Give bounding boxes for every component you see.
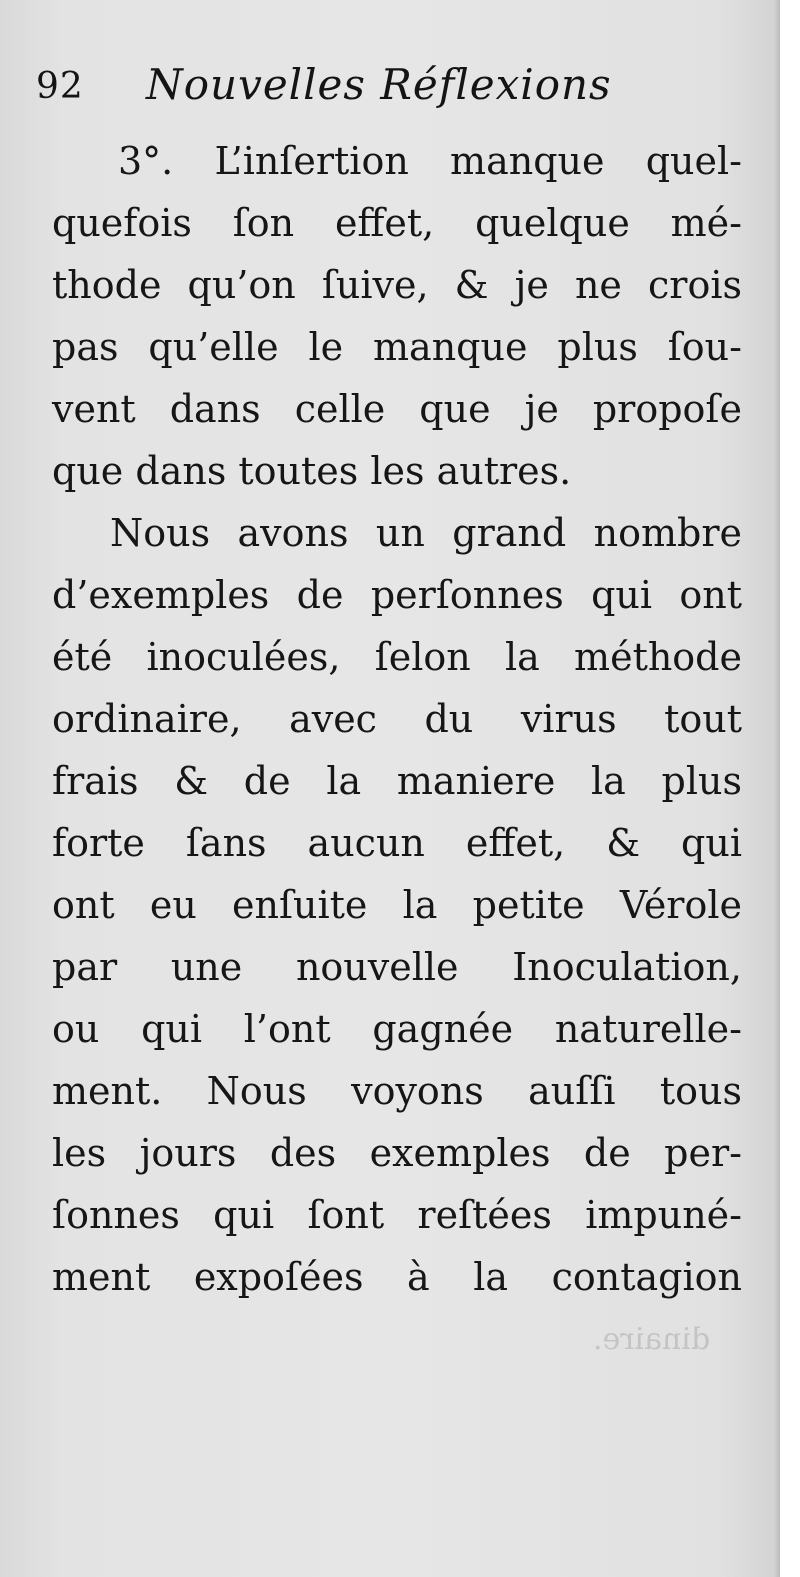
page-margin [780, 0, 800, 1577]
page-header [36, 60, 736, 120]
text-line: par une nouvelle Inoculation, [52, 945, 742, 989]
text-line: ment. Nous voyons auſſi tous [52, 1069, 742, 1113]
text-line: Nous avons un grand nombre [110, 511, 742, 555]
text-line: d’exemples de perſonnes qui ont [52, 573, 742, 617]
text-line: forte ſans aucun effet, & qui [52, 821, 742, 865]
text-line: pas qu’elle le manque plus ſou- [52, 325, 742, 369]
text-line: ſonnes qui ſont reſtées impuné- [52, 1193, 742, 1237]
text-line: vent dans celle que je propoſe [52, 387, 742, 431]
text-line: les jours des exemples de per- [52, 1131, 742, 1175]
text-line: 3°. L’inſertion manque quel- [118, 139, 742, 183]
text-line: ordinaire, avec du virus tout [52, 697, 742, 741]
running-head: Nouvelles Réflexions [146, 60, 612, 109]
text-line: ment expoſées à la contagion [52, 1255, 742, 1299]
text-line: ont eu enſuite la petite Vérole [52, 883, 742, 927]
text-line: thode qu’on ſuive, & je ne crois [52, 263, 742, 307]
body-text [52, 130, 742, 1308]
text-line: quefois ſon effet, quelque mé- [52, 201, 742, 245]
page-number: 92 [36, 66, 84, 107]
text-line: que dans toutes les autres. [52, 449, 572, 493]
text-line: été inoculées, ſelon la méthode [52, 635, 742, 679]
text-line: frais & de la maniere la plus [52, 759, 742, 803]
text-line: ou qui l’ont gagnée naturelle- [52, 1007, 742, 1051]
show-through-text: dinaire. [592, 1322, 710, 1357]
